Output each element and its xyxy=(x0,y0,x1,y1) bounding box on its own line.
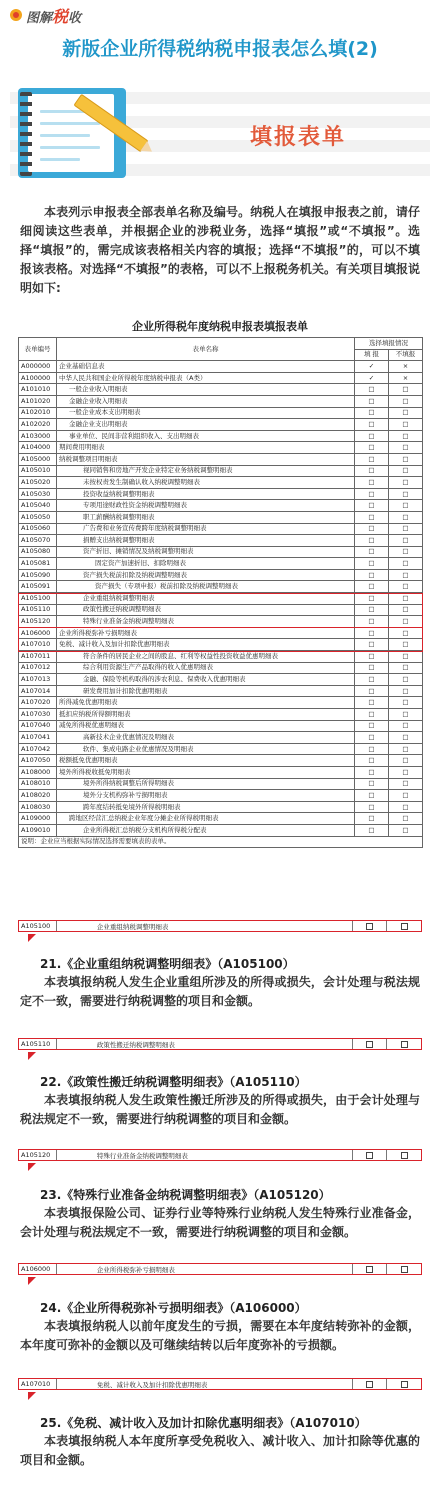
strip-nofill-checkbox[interactable] xyxy=(387,1264,421,1274)
banner-label: 填报表单 xyxy=(250,125,347,150)
banner xyxy=(10,80,430,188)
table-row xyxy=(19,778,423,790)
row-nofill-checkbox[interactable]: □ xyxy=(389,604,423,616)
row-nofill-checkbox[interactable]: □ xyxy=(389,581,423,593)
form-row-strip xyxy=(18,1378,422,1390)
table-row xyxy=(19,651,423,663)
row-fill-checkbox[interactable]: □ xyxy=(355,732,389,744)
row-fill-checkbox[interactable]: □ xyxy=(355,813,389,825)
row-code: A105040 xyxy=(19,500,57,512)
row-nofill-checkbox[interactable]: □ xyxy=(389,824,423,836)
strip-code: A105120 xyxy=(19,1150,57,1160)
row-name: 境外所得税收抵免明细表 xyxy=(57,766,355,778)
row-fill-checkbox[interactable]: □ xyxy=(355,604,389,616)
row-code: A105091 xyxy=(19,581,57,593)
row-code: A105030 xyxy=(19,488,57,500)
section-heading: 21.《企业重组纳税调整明细表》（A105100） xyxy=(40,957,295,971)
strip-fill-checkbox[interactable] xyxy=(353,1264,387,1274)
row-fill-checkbox[interactable]: ✓ xyxy=(355,372,389,384)
form-row-strip xyxy=(18,920,422,932)
row-fill-checkbox[interactable]: □ xyxy=(355,801,389,813)
strip-name: 特殊行业准备金纳税调整明细表 xyxy=(57,1150,354,1160)
row-code: A105050 xyxy=(19,511,57,523)
table-row xyxy=(19,627,423,639)
row-nofill-checkbox[interactable]: □ xyxy=(389,558,423,570)
table-row xyxy=(19,395,423,407)
row-nofill-checkbox[interactable]: □ xyxy=(389,813,423,825)
pointer-arrow-icon xyxy=(28,1163,36,1171)
section-heading: 22.《政策性搬迁纳税调整明细表》（A105110） xyxy=(40,1075,307,1089)
row-nofill-checkbox[interactable]: × xyxy=(389,372,423,384)
row-nofill-checkbox[interactable]: □ xyxy=(389,801,423,813)
row-fill-checkbox[interactable]: □ xyxy=(355,593,389,605)
row-fill-checkbox[interactable]: □ xyxy=(355,465,389,477)
row-name: 金融、保险等机构取得的涉农利息、保费收入优惠明细表 xyxy=(57,674,355,686)
row-fill-checkbox[interactable]: □ xyxy=(355,778,389,790)
row-name: 资产损失税前扣除及纳税调整明细表 xyxy=(57,569,355,581)
row-code: A105081 xyxy=(19,558,57,570)
header-choice: 选择填报情况 xyxy=(355,338,423,350)
row-nofill-checkbox[interactable]: □ xyxy=(389,511,423,523)
row-fill-checkbox[interactable]: □ xyxy=(355,569,389,581)
table-row xyxy=(19,790,423,802)
row-name: 一般企业收入明细表 xyxy=(57,384,355,396)
notebook-line xyxy=(40,158,80,161)
row-name: 免税、减计收入及加计扣除优惠明细表 xyxy=(57,639,355,651)
row-code: A107040 xyxy=(19,720,57,732)
section-heading: 25.《免税、减计收入及加计扣除优惠明细表》（A107010） xyxy=(40,1416,367,1430)
row-code: A108010 xyxy=(19,778,57,790)
row-code: A107020 xyxy=(19,697,57,709)
row-name: 符合条件的居民企业之间的股息、红利等权益性投资收益优惠明细表 xyxy=(57,651,355,663)
row-fill-checkbox[interactable]: □ xyxy=(355,430,389,442)
table-row xyxy=(19,697,423,709)
row-fill-checkbox[interactable]: □ xyxy=(355,790,389,802)
row-fill-checkbox[interactable]: □ xyxy=(355,500,389,512)
pointer-arrow-icon xyxy=(28,1392,36,1400)
row-fill-checkbox[interactable]: □ xyxy=(355,419,389,431)
strip-code: A106000 xyxy=(19,1264,57,1274)
strip-code: A105110 xyxy=(19,1039,57,1049)
table-row xyxy=(19,546,423,558)
row-nofill-checkbox[interactable]: □ xyxy=(389,465,423,477)
table-row xyxy=(19,523,423,535)
row-fill-checkbox[interactable]: □ xyxy=(355,384,389,396)
row-code: A106000 xyxy=(19,627,57,639)
row-fill-checkbox[interactable]: □ xyxy=(355,407,389,419)
table-row xyxy=(19,407,423,419)
row-name: 企业基础信息表 xyxy=(57,361,355,373)
row-name: 高新技术企业优惠情况及明细表 xyxy=(57,732,355,744)
table-row xyxy=(19,662,423,674)
row-nofill-checkbox[interactable]: □ xyxy=(389,546,423,558)
page-title: 新版企业所得税纳税申报表怎么填(2) xyxy=(62,38,378,60)
table-row xyxy=(19,755,423,767)
header-name: 表单名称 xyxy=(57,338,355,361)
row-nofill-checkbox[interactable]: □ xyxy=(389,697,423,709)
row-code: A105120 xyxy=(19,616,57,628)
row-fill-checkbox[interactable]: □ xyxy=(355,651,389,663)
row-fill-checkbox[interactable]: □ xyxy=(355,442,389,454)
row-name: 金融企业收入明细表 xyxy=(57,395,355,407)
row-code: A105010 xyxy=(19,465,57,477)
row-name: 软件、集成电路企业优惠情况及明细表 xyxy=(57,743,355,755)
row-fill-checkbox[interactable]: ✓ xyxy=(355,361,389,373)
row-code: A000000 xyxy=(19,361,57,373)
row-fill-checkbox[interactable]: □ xyxy=(355,720,389,732)
row-name: 跨年度结转抵免境外所得税明细表 xyxy=(57,801,355,813)
row-nofill-checkbox[interactable]: □ xyxy=(389,523,423,535)
row-code: A104000 xyxy=(19,442,57,454)
table-row xyxy=(19,674,423,686)
row-code: A107014 xyxy=(19,685,57,697)
row-nofill-checkbox[interactable]: □ xyxy=(389,685,423,697)
table-header-row xyxy=(19,338,423,350)
pointer-arrow-icon xyxy=(28,1277,36,1285)
row-nofill-checkbox[interactable]: □ xyxy=(389,407,423,419)
section-body: 本表填报纳税人本年度所享受免税收入、减计收入、加计扣除等优惠的项目和金额。 xyxy=(20,1434,420,1467)
row-fill-checkbox[interactable]: □ xyxy=(355,477,389,489)
row-code: A102010 xyxy=(19,407,57,419)
row-nofill-checkbox[interactable]: □ xyxy=(389,419,423,431)
row-code: A105090 xyxy=(19,569,57,581)
row-nofill-checkbox[interactable]: □ xyxy=(389,384,423,396)
strip-code: A105100 xyxy=(19,921,57,931)
table-row xyxy=(19,511,423,523)
section-body: 本表填报保险公司、证券行业等特殊行业纳税人发生特殊行业准备金，会计处理与税法规定不一致，需要进行纳税调整的项目和金额。 xyxy=(20,1206,420,1239)
row-fill-checkbox[interactable]: □ xyxy=(355,709,389,721)
row-nofill-checkbox[interactable]: □ xyxy=(389,732,423,744)
table-row xyxy=(19,709,423,721)
row-nofill-checkbox[interactable]: □ xyxy=(389,616,423,628)
section-body: 本表填报纳税人以前年度发生的亏损，需要在本年度结转弥补的金额，本年度可弥补的金额以及可继续结转以后年度弥补的亏损额。 xyxy=(20,1319,420,1352)
row-nofill-checkbox[interactable]: □ xyxy=(389,766,423,778)
table-row xyxy=(19,581,423,593)
row-name: 税额抵免优惠明细表 xyxy=(57,755,355,767)
row-nofill-checkbox[interactable]: □ xyxy=(389,627,423,639)
row-nofill-checkbox[interactable]: □ xyxy=(389,790,423,802)
intro-paragraph: 本表列示申报表全部表单名称及编号。纳税人在填报申报表之前，请仔细阅读这些表单，并根据企业的涉税业务，选择“填报”或“不填报”。选择“填报”的，需完成该表格相关内容的填报；选择“不填报”的，可以不填报该表格。对选择“不填报”的表格，可以不上报税务机关。有关项目填报说明如下: xyxy=(20,205,420,295)
row-code: A107010 xyxy=(19,639,57,651)
form-table xyxy=(18,337,423,848)
row-code: A107050 xyxy=(19,755,57,767)
strip-code: A107010 xyxy=(19,1379,57,1389)
row-code: A107011 xyxy=(19,651,57,663)
notebook-line xyxy=(40,122,100,125)
row-fill-checkbox[interactable]: □ xyxy=(355,627,389,639)
strip-nofill-checkbox[interactable] xyxy=(387,1379,421,1389)
row-fill-checkbox[interactable]: □ xyxy=(355,674,389,686)
row-name: 捐赠支出纳税调整明细表 xyxy=(57,535,355,547)
row-nofill-checkbox[interactable]: □ xyxy=(389,674,423,686)
row-fill-checkbox[interactable]: □ xyxy=(355,395,389,407)
table-row xyxy=(19,604,423,616)
row-code: A107012 xyxy=(19,662,57,674)
table-row xyxy=(19,732,423,744)
row-nofill-checkbox[interactable]: □ xyxy=(389,395,423,407)
row-nofill-checkbox[interactable]: □ xyxy=(389,778,423,790)
row-name: 企业重组纳税调整明细表 xyxy=(57,593,355,605)
row-code: A107030 xyxy=(19,709,57,721)
row-code: A108030 xyxy=(19,801,57,813)
row-name: 职工薪酬纳税调整明细表 xyxy=(57,511,355,523)
row-code: A105020 xyxy=(19,477,57,489)
row-nofill-checkbox[interactable]: □ xyxy=(389,651,423,663)
table-row xyxy=(19,743,423,755)
row-code: A105110 xyxy=(19,604,57,616)
table-row xyxy=(19,593,423,605)
row-name: 投资收益纳税调整明细表 xyxy=(57,488,355,500)
strip-name: 企业所得税弥补亏损明细表 xyxy=(57,1264,354,1274)
row-code: A109010 xyxy=(19,824,57,836)
table-row xyxy=(19,639,423,651)
notebook-line xyxy=(40,146,100,149)
header-bar xyxy=(0,0,440,30)
section-body: 本表填报纳税人发生企业重组所涉及的所得或损失，会计处理与税法规定不一致，需要进行纳税调整的项目和金额。 xyxy=(20,975,420,1008)
row-fill-checkbox[interactable]: □ xyxy=(355,546,389,558)
table-row xyxy=(19,361,423,373)
row-fill-checkbox[interactable]: □ xyxy=(355,616,389,628)
row-nofill-checkbox[interactable]: □ xyxy=(389,662,423,674)
row-code: A107042 xyxy=(19,743,57,755)
row-name: 减免所得税优惠明细表 xyxy=(57,720,355,732)
table-row xyxy=(19,824,423,836)
row-fill-checkbox[interactable]: □ xyxy=(355,535,389,547)
row-name: 资产损失（专项申报）税前扣除及纳税调整明细表 xyxy=(57,581,355,593)
row-name: 境外分支机构弥补亏损明细表 xyxy=(57,790,355,802)
row-nofill-checkbox[interactable]: □ xyxy=(389,593,423,605)
row-nofill-checkbox[interactable]: □ xyxy=(389,743,423,755)
row-name: 所得减免优惠明细表 xyxy=(57,697,355,709)
row-fill-checkbox[interactable]: □ xyxy=(355,662,389,674)
table-row xyxy=(19,384,423,396)
row-code: A107041 xyxy=(19,732,57,744)
row-code: A108000 xyxy=(19,766,57,778)
row-nofill-checkbox[interactable]: □ xyxy=(389,535,423,547)
header-yes: 填 报 xyxy=(355,349,389,361)
row-code: A101010 xyxy=(19,384,57,396)
row-name: 中华人民共和国企业所得税年度纳税申报表（A类） xyxy=(57,372,355,384)
strip-fill-checkbox[interactable] xyxy=(353,1039,387,1049)
row-name: 境外所得纳税调整后所得明细表 xyxy=(57,778,355,790)
row-nofill-checkbox[interactable]: □ xyxy=(389,488,423,500)
row-name: 未按权责发生制确认收入纳税调整明细表 xyxy=(57,477,355,489)
row-code: A107013 xyxy=(19,674,57,686)
row-fill-checkbox[interactable]: □ xyxy=(355,581,389,593)
header-no: 不填报 xyxy=(389,349,423,361)
table-row xyxy=(19,372,423,384)
pointer-arrow-icon xyxy=(28,1052,36,1060)
row-code: A105080 xyxy=(19,546,57,558)
row-fill-checkbox[interactable]: □ xyxy=(355,511,389,523)
section-heading: 24.《企业所得税弥补亏损明细表》（A106000） xyxy=(40,1301,307,1315)
row-fill-checkbox[interactable]: □ xyxy=(355,697,389,709)
row-fill-checkbox[interactable]: □ xyxy=(355,766,389,778)
row-code: A105100 xyxy=(19,593,57,605)
row-fill-checkbox[interactable]: □ xyxy=(355,453,389,465)
row-name: 固定资产加速折旧、扣除明细表 xyxy=(57,558,355,570)
row-name: 综合利用资源生产产品取得的收入优惠明细表 xyxy=(57,662,355,674)
table-row xyxy=(19,465,423,477)
row-fill-checkbox[interactable]: □ xyxy=(355,523,389,535)
table-row xyxy=(19,801,423,813)
row-nofill-checkbox[interactable]: □ xyxy=(389,755,423,767)
strip-name: 免税、减计收入及加计扣除优惠明细表 xyxy=(57,1379,354,1389)
table-row xyxy=(19,430,423,442)
row-fill-checkbox[interactable]: □ xyxy=(355,488,389,500)
section-heading: 23.《特殊行业准备金纳税调整明细表》（A105120） xyxy=(40,1188,331,1202)
form-list-table xyxy=(18,318,422,848)
row-nofill-checkbox[interactable]: □ xyxy=(389,639,423,651)
row-fill-checkbox[interactable]: □ xyxy=(355,639,389,651)
row-fill-checkbox[interactable]: □ xyxy=(355,685,389,697)
table-row xyxy=(19,616,423,628)
row-name: 资产折旧、摊销情况及纳税调整明细表 xyxy=(57,546,355,558)
section-body: 本表填报纳税人发生政策性搬迁所涉及的所得或损失，由于会计处理与税法规定不一致，需要进行纳税调整的项目和金额。 xyxy=(20,1093,420,1126)
row-name: 金融企业支出明细表 xyxy=(57,419,355,431)
notebook-rings xyxy=(20,92,32,176)
table-row xyxy=(19,766,423,778)
strip-nofill-checkbox[interactable] xyxy=(387,1150,421,1160)
row-code: A105060 xyxy=(19,523,57,535)
row-name: 事业单位、民间非营利组织收入、支出明细表 xyxy=(57,430,355,442)
pointer-arrow-icon xyxy=(28,934,36,942)
strip-fill-checkbox[interactable] xyxy=(353,1379,387,1389)
row-nofill-checkbox[interactable]: □ xyxy=(389,500,423,512)
row-name: 特殊行业准备金纳税调整明细表 xyxy=(57,616,355,628)
row-name: 一般企业成本支出明细表 xyxy=(57,407,355,419)
row-name: 专项用途财政性资金纳税调整明细表 xyxy=(57,500,355,512)
row-nofill-checkbox[interactable]: □ xyxy=(389,477,423,489)
table-row xyxy=(19,442,423,454)
table-row xyxy=(19,685,423,697)
row-fill-checkbox[interactable]: □ xyxy=(355,824,389,836)
row-code: A105070 xyxy=(19,535,57,547)
row-nofill-checkbox[interactable]: □ xyxy=(389,709,423,721)
table-row xyxy=(19,488,423,500)
row-code: A101020 xyxy=(19,395,57,407)
strip-name: 政策性搬迁纳税调整明细表 xyxy=(57,1039,354,1049)
form-row-strip xyxy=(18,1263,422,1275)
row-name: 企业所得税弥补亏损明细表 xyxy=(57,627,355,639)
row-name: 跨地区经营汇总纳税企业年度分摊企业所得税明细表 xyxy=(57,813,355,825)
row-code: A108020 xyxy=(19,790,57,802)
strip-name: 企业重组纳税调整明细表 xyxy=(57,921,354,931)
row-code: A105000 xyxy=(19,453,57,465)
row-name: 政策性搬迁纳税调整明细表 xyxy=(57,604,355,616)
row-code: A100000 xyxy=(19,372,57,384)
strip-fill-checkbox[interactable] xyxy=(353,1150,387,1160)
logo-icon xyxy=(10,9,22,21)
row-code: A102020 xyxy=(19,419,57,431)
table-row xyxy=(19,720,423,732)
row-fill-checkbox[interactable]: □ xyxy=(355,558,389,570)
table-row xyxy=(19,500,423,512)
table-title: 企业所得税年度纳税申报表填报表单 xyxy=(132,320,308,333)
table-row xyxy=(19,813,423,825)
row-name: 抵扣应纳税所得额明细表 xyxy=(57,709,355,721)
strip-nofill-checkbox[interactable] xyxy=(387,1039,421,1049)
table-note: 说明：企业应当根据实际情况选择需要填表的表单。 xyxy=(19,836,423,848)
table-row xyxy=(19,477,423,489)
row-nofill-checkbox[interactable]: × xyxy=(389,361,423,373)
row-nofill-checkbox[interactable]: □ xyxy=(389,453,423,465)
table-row xyxy=(19,453,423,465)
table-row xyxy=(19,569,423,581)
row-fill-checkbox[interactable]: □ xyxy=(355,755,389,767)
row-nofill-checkbox[interactable]: □ xyxy=(389,569,423,581)
row-name: 纳税调整项目明细表 xyxy=(57,453,355,465)
table-row xyxy=(19,419,423,431)
row-nofill-checkbox[interactable]: □ xyxy=(389,442,423,454)
table-note-row xyxy=(19,836,423,848)
row-code: A103000 xyxy=(19,430,57,442)
notebook-line xyxy=(40,134,90,137)
row-nofill-checkbox[interactable]: □ xyxy=(389,430,423,442)
brand-logo: 图解税收 xyxy=(26,6,82,26)
strip-nofill-checkbox[interactable] xyxy=(387,921,421,931)
table-row xyxy=(19,535,423,547)
row-name: 广告费和业务宣传费跨年度纳税调整明细表 xyxy=(57,523,355,535)
strip-fill-checkbox[interactable] xyxy=(353,921,387,931)
row-name: 视同销售和房地产开发企业特定业务纳税调整明细表 xyxy=(57,465,355,477)
table-row xyxy=(19,558,423,570)
row-nofill-checkbox[interactable]: □ xyxy=(389,720,423,732)
header-code: 表单编号 xyxy=(19,338,57,361)
row-name: 期间费用明细表 xyxy=(57,442,355,454)
form-row-strip xyxy=(18,1149,422,1161)
row-name: 研发费用加计扣除优惠明细表 xyxy=(57,685,355,697)
form-row-strip xyxy=(18,1038,422,1050)
row-code: A109000 xyxy=(19,813,57,825)
row-name: 企业所得税汇总纳税分支机构所得税分配表 xyxy=(57,824,355,836)
row-fill-checkbox[interactable]: □ xyxy=(355,743,389,755)
